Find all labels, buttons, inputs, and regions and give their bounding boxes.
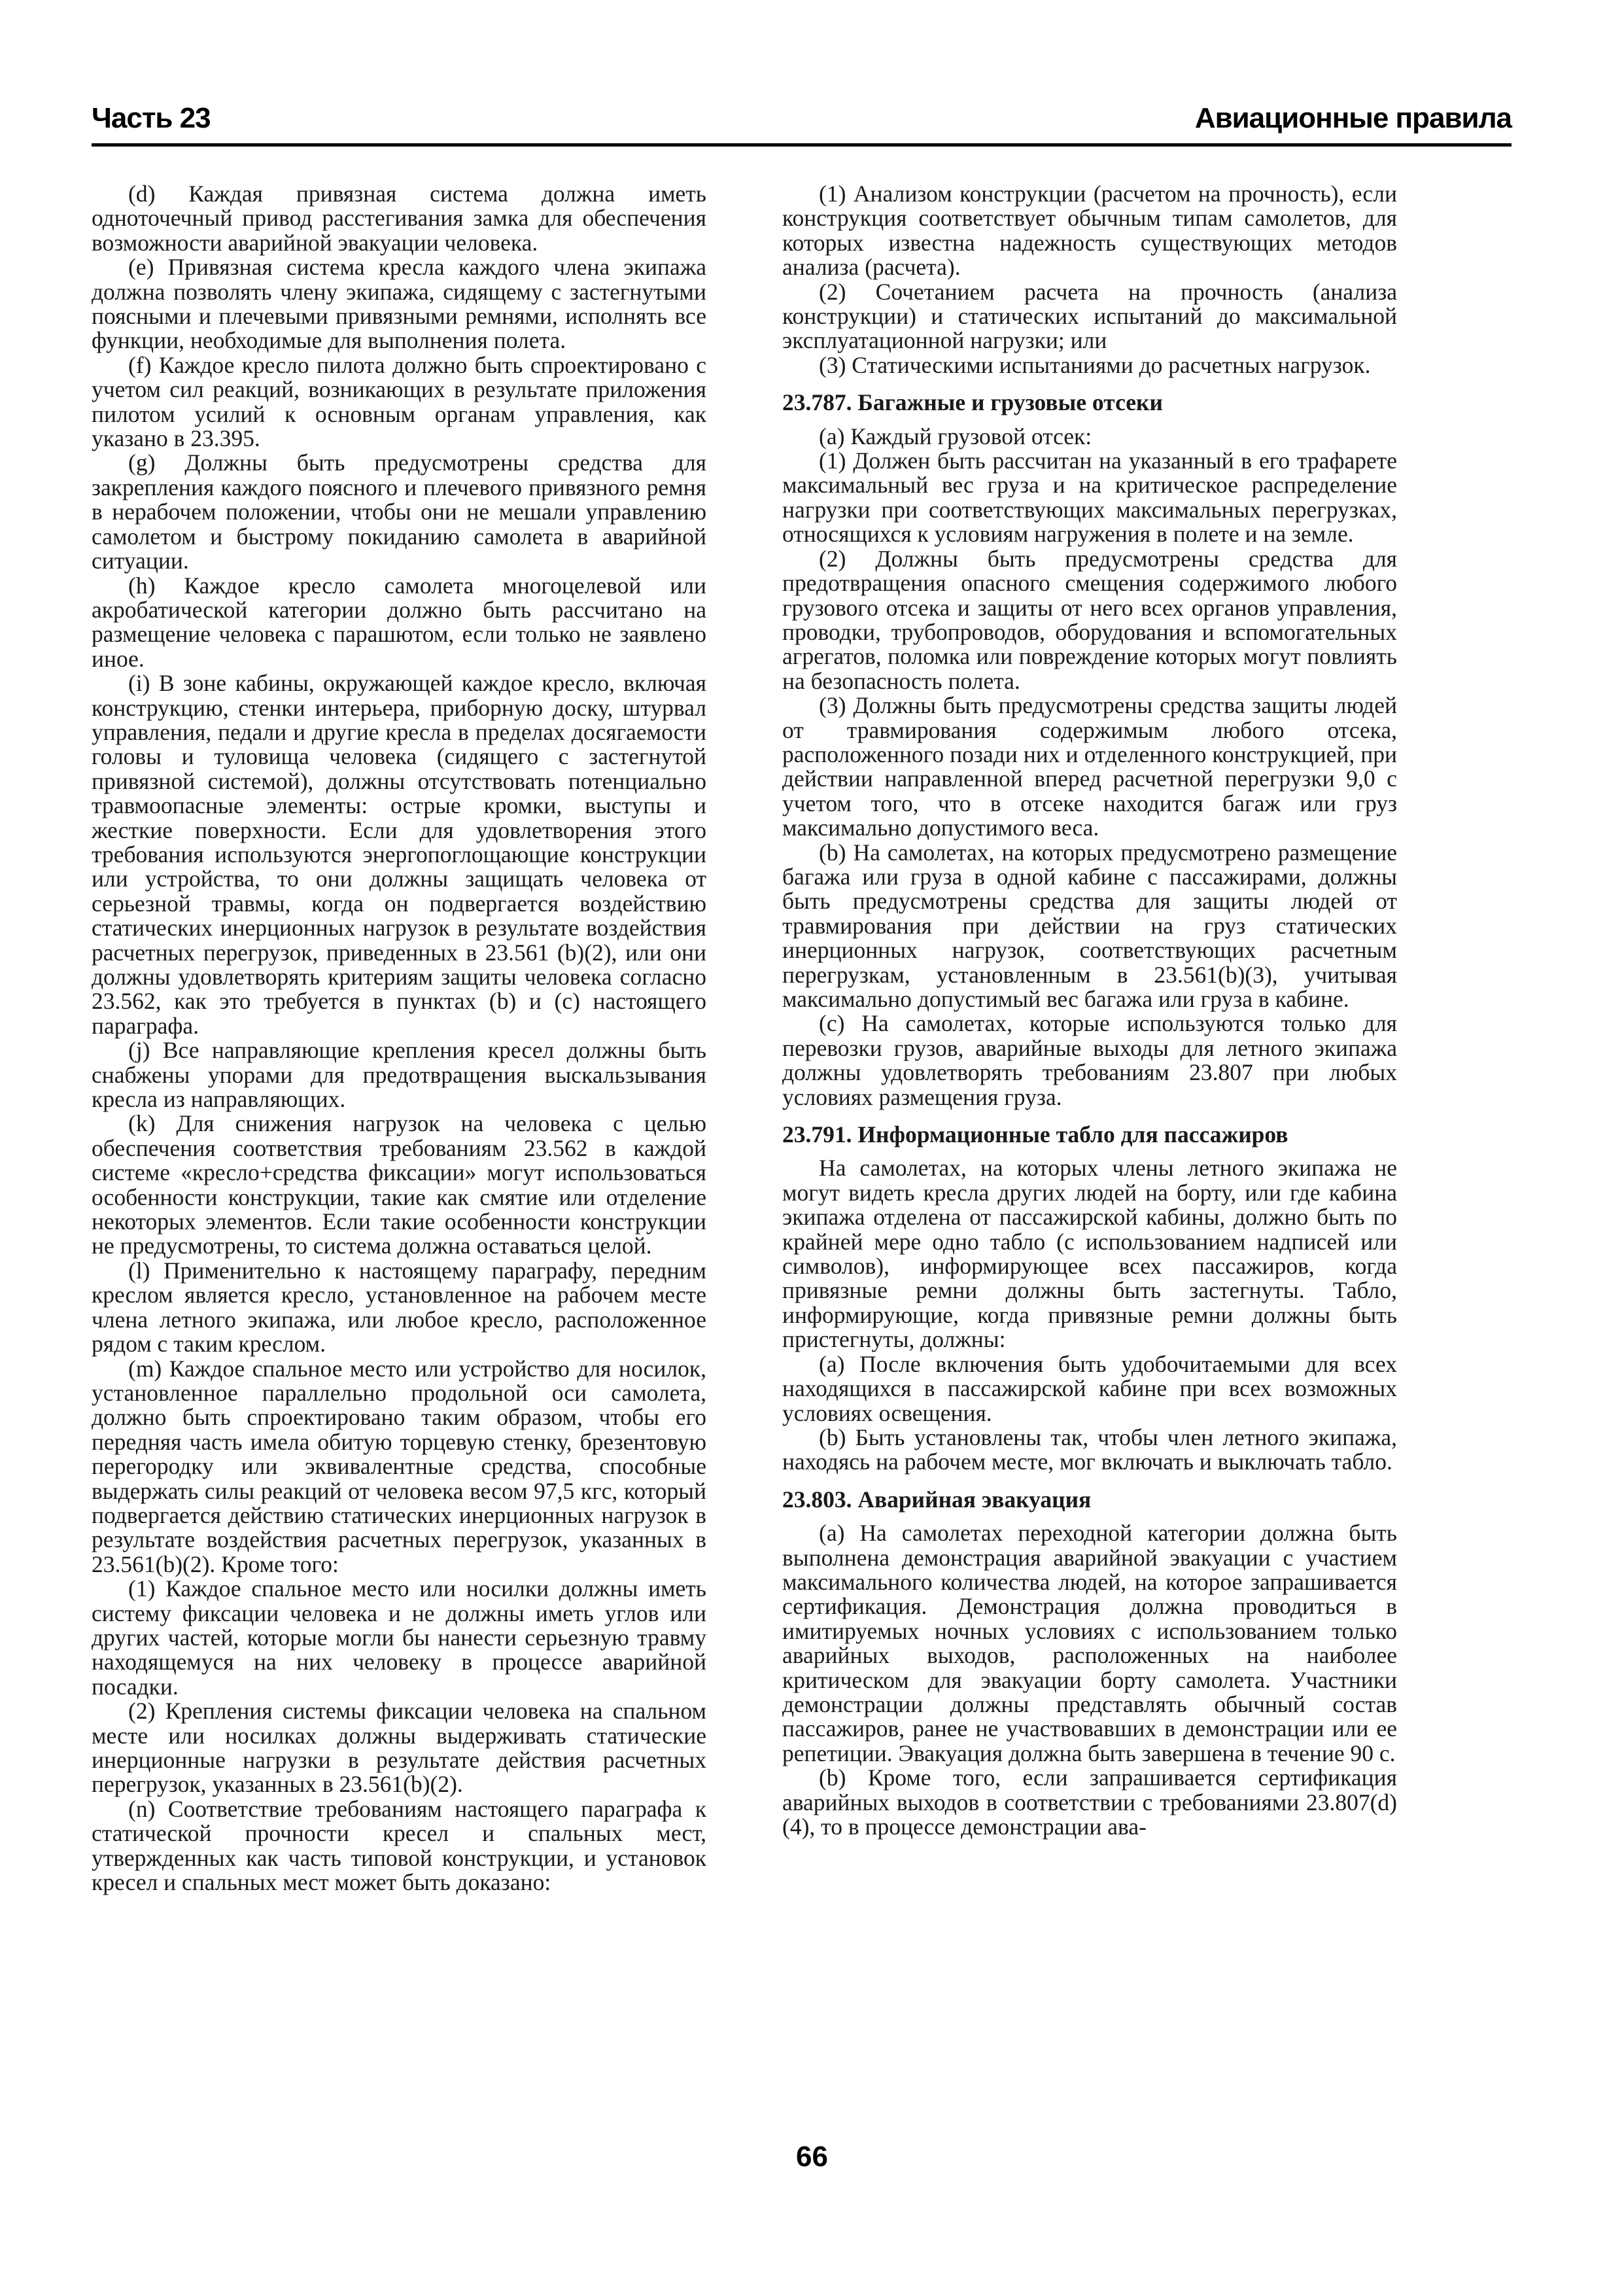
part-label: Часть 23 [92, 102, 211, 134]
paragraph: (1) Должен быть рассчитан на указанный в его трафарете максимальный вес груза и на критическое распределение нагрузки при соответствующих максимальных перегрузках, относящихся к условиям нагружения в полете и на земле. [782, 447, 1397, 548]
paragraph: (l) Применительно к настоящему параграфу, передним креслом является кресло, установленное на рабочем месте члена летного экипажа, или любое кресло, расположенное рядом с таким креслом. [92, 1257, 706, 1358]
paragraph: (k) Для снижения нагрузок на человека с целью обеспечения соответствия требованиям 23.562 в каждой системе «кресло+средства фиксации» могут использоваться особенности конструкции, такие как смятие или отделение некоторых элементов. Если такие особенности конструкции не предусмотрены, то система должна оставаться целой. [92, 1110, 706, 1259]
paragraph: (a) Каждый грузовой отсек: [819, 423, 1092, 449]
paragraph: (2) Должны быть предусмотрены средства для предотвращения опасного смещения содержимого любого грузового отсека и защиты от него всех органов управления, проводки, трубопроводов, оборудования и вспомогательных агрегатов, поломка или повреждение которых могут повлиять на безопасность полета. [782, 545, 1397, 694]
document-title: Авиационные правила [1194, 102, 1512, 134]
paragraph: (h) Каждое кресло самолета многоцелевой или акробатической категории должно быть рассчитано на размещение человека с парашютом, если только не заявлено иное. [92, 572, 706, 672]
paragraph: (3) Статическими испытаниями до расчетных нагрузок. [819, 351, 1371, 378]
right-column [782, 182, 1397, 1839]
paragraph: (a) На самолетах переходной категории должна быть выполнена демонстрация аварийной эвакуации с участием максимального количества людей, на которое запрашивается сертификация. Демонстрация должна проводиться в имитируемых ночных условиях с использованием только аварийных выходов, расположенных на наиболее критическом для эвакуации борту самолета. Участники демонстрации должны представлять обычный состав пассажиров, ранее не участвовавших в демонстрации или ее репетиции. Эвакуация должна быть завершена в течение 90 с. [782, 1520, 1397, 1766]
paragraph: (b) Быть установлены так, чтобы член летного экипажа, находясь на рабочем месте, мог включать и выключать табло. [782, 1424, 1397, 1475]
paragraph: (c) На самолетах, которые используются только для перевозки грузов, аварийные выходы для летного экипажа должны удовлетворять требованиям 23.807 при любых условиях размещения груза. [782, 1010, 1397, 1110]
paragraph: (a) После включения быть удобочитаемыми для всех находящихся в пассажирской кабине при всех возможных условиях освещения. [782, 1350, 1397, 1426]
paragraph: (g) Должны быть предусмотрены средства для закрепления каждого поясного и плечевого привязного ремня в нерабочем положении, чтобы они не мешали управлению самолетом и быстрому покиданию самолета в аварийной ситуации. [92, 449, 706, 574]
page-number: 66 [796, 2141, 828, 2173]
paragraph: (2) Сочетанием расчета на прочность (анализа конструкции) и статических испытаний до максимальной эксплуатационной нагрузки; или [782, 278, 1397, 354]
paragraph: На самолетах, на которых члены летного экипажа не могут видеть кресла других людей на борту, или где кабина экипажа отделена от пассажирской кабины, должно быть по крайней мере одно табло (с использованием надписей или символов), информирующее всех пассажиров, когда привязные ремни должны быть застегнуты. Табло, информирующие, когда привязные ремни должны быть пристегнуты, должны: [782, 1155, 1397, 1353]
paragraph: (1) Анализом конструкции (расчетом на прочность), если конструкция соответствует обычным типам самолетов, для которых известна надежность существующих методов анализа (расчета). [782, 181, 1397, 281]
paragraph: (n) Соответствие требованиям настоящего параграфа к статической прочности кресел и спальных мест, утвержденных как часть типовой конструкции, и установок кресел и спальных мест может быть доказано: [92, 1795, 706, 1896]
paragraph: (f) Каждое кресло пилота должно быть спроектировано с учетом сил реакций, возникающих в результате приложения пилотом усилий к основным органам управления, как указано в 23.395. [92, 351, 706, 452]
paragraph: (j) Все направляющие крепления кресел должны быть снабжены упорами для предотвращения выскальзывания кресла из направляющих. [92, 1037, 706, 1113]
paragraph: (b) На самолетах, на которых предусмотрено размещение багажа или груза в одной кабине с пассажирами, должны быть предусмотрены средства для защиты людей от травмирования при действии на груз статических инерционных нагрузок, соответствующих расчетным перегрузкам, установленным в 23.561(b)(3), учитывая максимально допустимый вес багажа или груза в кабине. [782, 839, 1397, 1012]
left-column [92, 182, 706, 1895]
section-heading-23-791: 23.791. Информационные табло для пассажиров [782, 1121, 1288, 1148]
paragraph: (3) Должны быть предусмотрены средства защиты людей от травмирования содержимым любого отсека, расположенного позади них и отделенного конструкцией, при действии направленной вперед расчетной перегрузки 9,0 с учетом того, что в отсеке находится багаж или груз максимально допустимого веса. [782, 692, 1397, 841]
paragraph: (i) В зоне кабины, окружающей каждое кресло, включая конструкцию, стенки интерьера, приборную доску, штурвал управления, педали и другие кресла в пределах досягаемости головы и туловища человека (сидящего с застегнутой привязной системой), должны отсутствовать потенциально травмоопасные элементы: острые кромки, выступы и жесткие поверхности. Если для удовлетворения этого требования используются энергопоглощающие конструкции или устройства, то они должны защищать человека от серьезной травмы, когда он подвергается воздействию статических инерционных нагрузок в результате воздействия расчетных перегрузок, приведенных в 23.561 (b)(2), или они должны удовлетворять критериям защиты человека согласно 23.562, как это требуется в пунктах (b) и (c) настоящего параграфа. [92, 670, 706, 1039]
section-heading-23-787: 23.787. Багажные и грузовые отсеки [782, 389, 1163, 416]
section-heading-23-803: 23.803. Аварийная эвакуация [782, 1486, 1092, 1513]
paragraph: (b) Кроме того, если запрашивается сертификация аварийных выходов в соответствии с требованиями 23.807(d)(4), то в процессе демонстрации ава- [782, 1764, 1397, 1840]
paragraph: (2) Крепления системы фиксации человека на спальном месте или носилках должны выдерживать статические инерционные нагрузки в результате действия расчетных перегрузок, указанных в 23.561(b)(2). [92, 1698, 706, 1798]
paragraph: (d) Каждая привязная система должна иметь одноточечный привод расстегивания замка для обеспечения возможности аварийной эвакуации человека. [92, 181, 706, 256]
paragraph: (1) Каждое спальное место или носилки должны иметь систему фиксации человека и не должны иметь углов или других частей, которые могли бы нанести серьезную травму находящемуся на них человеку в процессе аварийной посадки. [92, 1575, 706, 1700]
paragraph: (e) Привязная система кресла каждого члена экипажа должна позволять члену экипажа, сидящему с застегнутыми поясными и плечевыми привязными ремнями, исполнять все функции, необходимые для выполнения полета. [92, 254, 706, 354]
header-divider [92, 143, 1512, 147]
paragraph: (m) Каждое спальное место или устройство для носилок, установленное параллельно продольной оси самолета, должно быть спроектировано таким образом, чтобы его передняя часть имела обитую торцевую стенку, брезентовую перегородку или эквивалентные средства, способные выдержать силы реакций от человека весом 97,5 кгс, который подвергается действию статических инерционных нагрузок в результате воздействия расчетных перегрузок, указанных в 23.561(b)(2). Кроме того: [92, 1355, 706, 1577]
